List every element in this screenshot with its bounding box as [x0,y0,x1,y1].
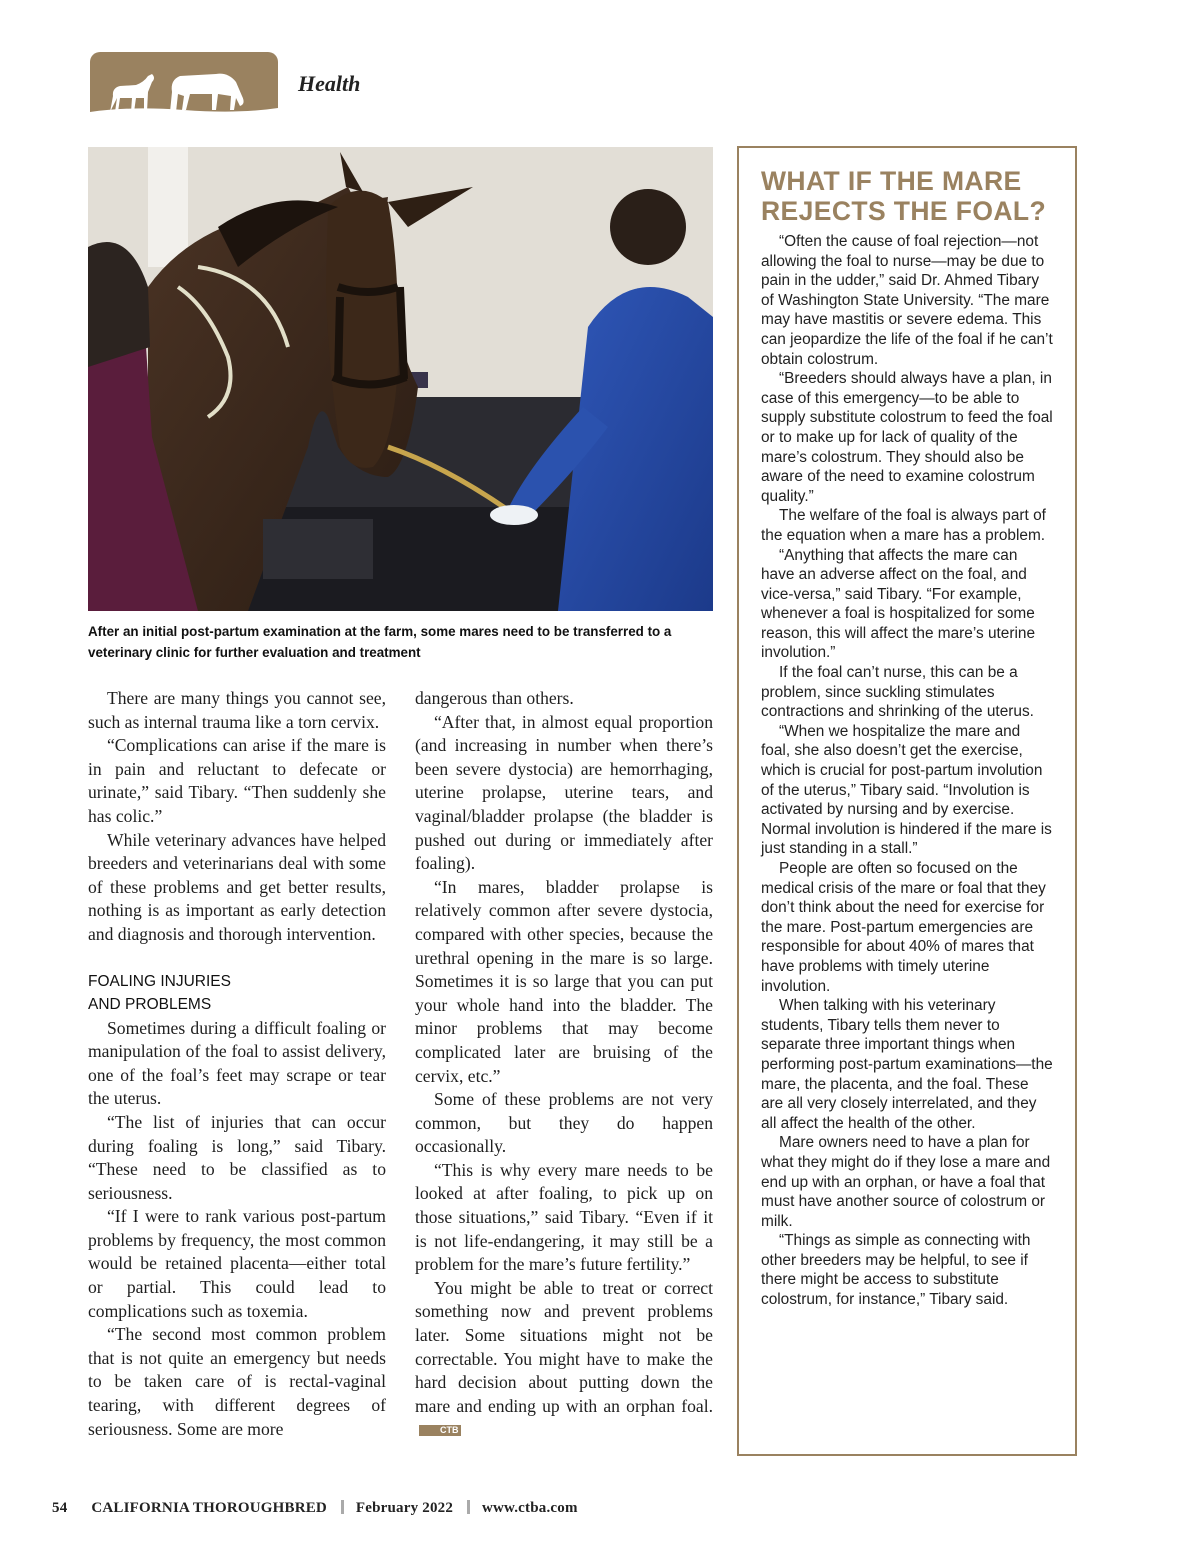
paragraph: “This is why every mare needs to be looked at after foaling, to pick up on those situations,” said Tibary. “Even if it is not life-endangering, it may still be a problem for the mare’s future fertility.” [415,1159,713,1275]
paragraph-text: You might be able to treat or correct something now and prevent problems later. Some situations might not be correctable. You might have to make the hard decision about putting down the mare and ending up with an orphan foal. [415,1277,713,1416]
article-column-2 [415,687,713,1442]
sidebar-paragraph: “Things as simple as connecting with other breeders may be helpful, to see if there might be access to substitute colostrum, for instance,” Tibary said. [761,1232,1031,1309]
footer-divider [341,1500,344,1514]
page-footer [52,1500,584,1517]
section-label: Health [298,71,361,96]
horse-photo [88,147,713,611]
article-column-1 [88,687,386,1441]
paragraph: “In mares, bladder prolapse is relatively common after severe dystocia, compared with other species, because the urethral opening in the mare is so large. Sometimes it is so large that you can put your whole hand into the bladder. The minor problems that may become complicated later are bruising of the cervix, etc.” [415,876,713,1086]
end-mark: CTB [419,1425,461,1436]
paragraph: There are many things you cannot see, such as internal trauma like a torn cervix. [88,688,386,732]
sidebar-box [737,146,1077,1456]
photo-caption: After an initial post-partum examination at the farm, some mares need to be transferred to a veterinary clinic for further evaluation and treatment [88,624,672,660]
subheading [88,970,386,1017]
paragraph: dangerous than others. [415,688,574,708]
sidebar-title-line-2: REJECTS THE FOAL? [761,196,1047,226]
sidebar-paragraph: “Breeders should always have a plan, in case of this emergency—to be able to supply substitute colostrum to feed the foal or to make up for lack of quality of the mare’s colostrum. They should also be aware of the need to examine colostrum quality.” [761,370,1053,505]
paragraph: While veterinary advances have helped breeders and veterinarians deal with some of these problems and get better results, nothing is as important as early detection and diagnosis and thorough intervention. [88,829,386,944]
paragraph: “Complications can arise if the mare is in pain and reluctant to defecate or urinate,” said Tibary. “Then suddenly she has colic.” [88,735,386,826]
paragraph: “After that, in almost equal proportion (and increasing in number when there’s been severe dystocia) are hemorrhaging, uterine prolapse, uterine tears, and vaginal/bladder prolapse (the bladder is pushed out during or immediately after foaling). [415,711,713,874]
issue-date: February 2022 [355,1500,454,1516]
sidebar-paragraph: Mare owners need to have a plan for what they might do if they lose a mare and end up with an orphan, or have a foal that must have another source of colostrum or milk. [761,1134,1051,1230]
footer-divider [467,1500,470,1514]
paragraph: “The list of injuries that can occur during foaling is long,” said Tibary. “These need to be classified as to seriousness. [88,1111,386,1203]
sidebar-paragraph: The welfare of the foal is always part of the equation when a mare has a problem. [761,507,1046,544]
sidebar-paragraph: “When we hospitalize the mare and foal, she also doesn’t get the exercise, which is crucial for post-partum involution of the uterus,” Tibary said. “Involution is activated by nursing and by exercise. Normal involution is hindered if the mare is just standing in a stall.” [761,722,1052,858]
magazine-name: CALIFORNIA THOROUGHBRED [91,1500,327,1516]
sidebar-title [761,166,1053,226]
sidebar-paragraph: “Often the cause of foal rejection—not allowing the foal to nurse—may be due to pain in the udder,” said Dr. Ahmed Tibary of Washington State University. “The mare may have mastitis or severe edema. This can jeopardize the life of the foal if he can’t obtain colostrum. [761,233,1053,368]
sidebar-paragraph: “Anything that affects the mare can have an adverse affect on the foal, and vice-versa,” said Tibary. “For example, whenever a foal is hospitalized for some reason, this will affect the mare’s uterine involution.” [761,546,1036,662]
mare-and-foal-logo [90,52,278,118]
website-link[interactable]: www.ctba.com [481,1500,578,1516]
subheading-line-1: FOALING INJURIES [88,972,231,990]
paragraph: Sometimes during a difficult foaling or manipulation of the foal to assist delivery, one of the foal’s feet may scrape or tear the uterus. [88,1017,386,1109]
paragraph: Some of these problems are not very common, but they do happen occasionally. [415,1089,713,1157]
sidebar-paragraph: If the foal can’t nurse, this can be a problem, since suckling stimulates contractions and shrinking of the uterus. [761,664,1034,721]
mare-and-foal-silhouette-icon [90,52,278,118]
sidebar-paragraph: When talking with his veterinary students, Tibary tells them never to separate three important things when performing post-partum examinations—the mare, the placenta, and the foal. These are all very closely interrelated, and they all affect the health of the other. [761,997,1053,1132]
sidebar-paragraph: People are often so focused on the medical crisis of the mare or foal that they don’t think about the need for exercise for the mare. Post-partum emergencies are responsible for about 40% of mares that have problems with timely uterine involution. [761,860,1046,995]
paragraph: “If I were to rank various post-partum problems by frequency, the most common would be retained placenta—either total or partial. This could lead to complications such as toxemia. [88,1206,386,1321]
subheading-line-2: AND PROBLEMS [88,996,212,1014]
sidebar-title-line-1: WHAT IF THE MARE [761,166,1022,196]
page-number: 54 [52,1500,68,1516]
paragraph [415,1277,713,1442]
paragraph: “The second most common problem that is not quite an emergency but needs to be taken care of is rectal-vaginal tearing, with different degrees of seriousness. Some are more [88,1324,386,1439]
